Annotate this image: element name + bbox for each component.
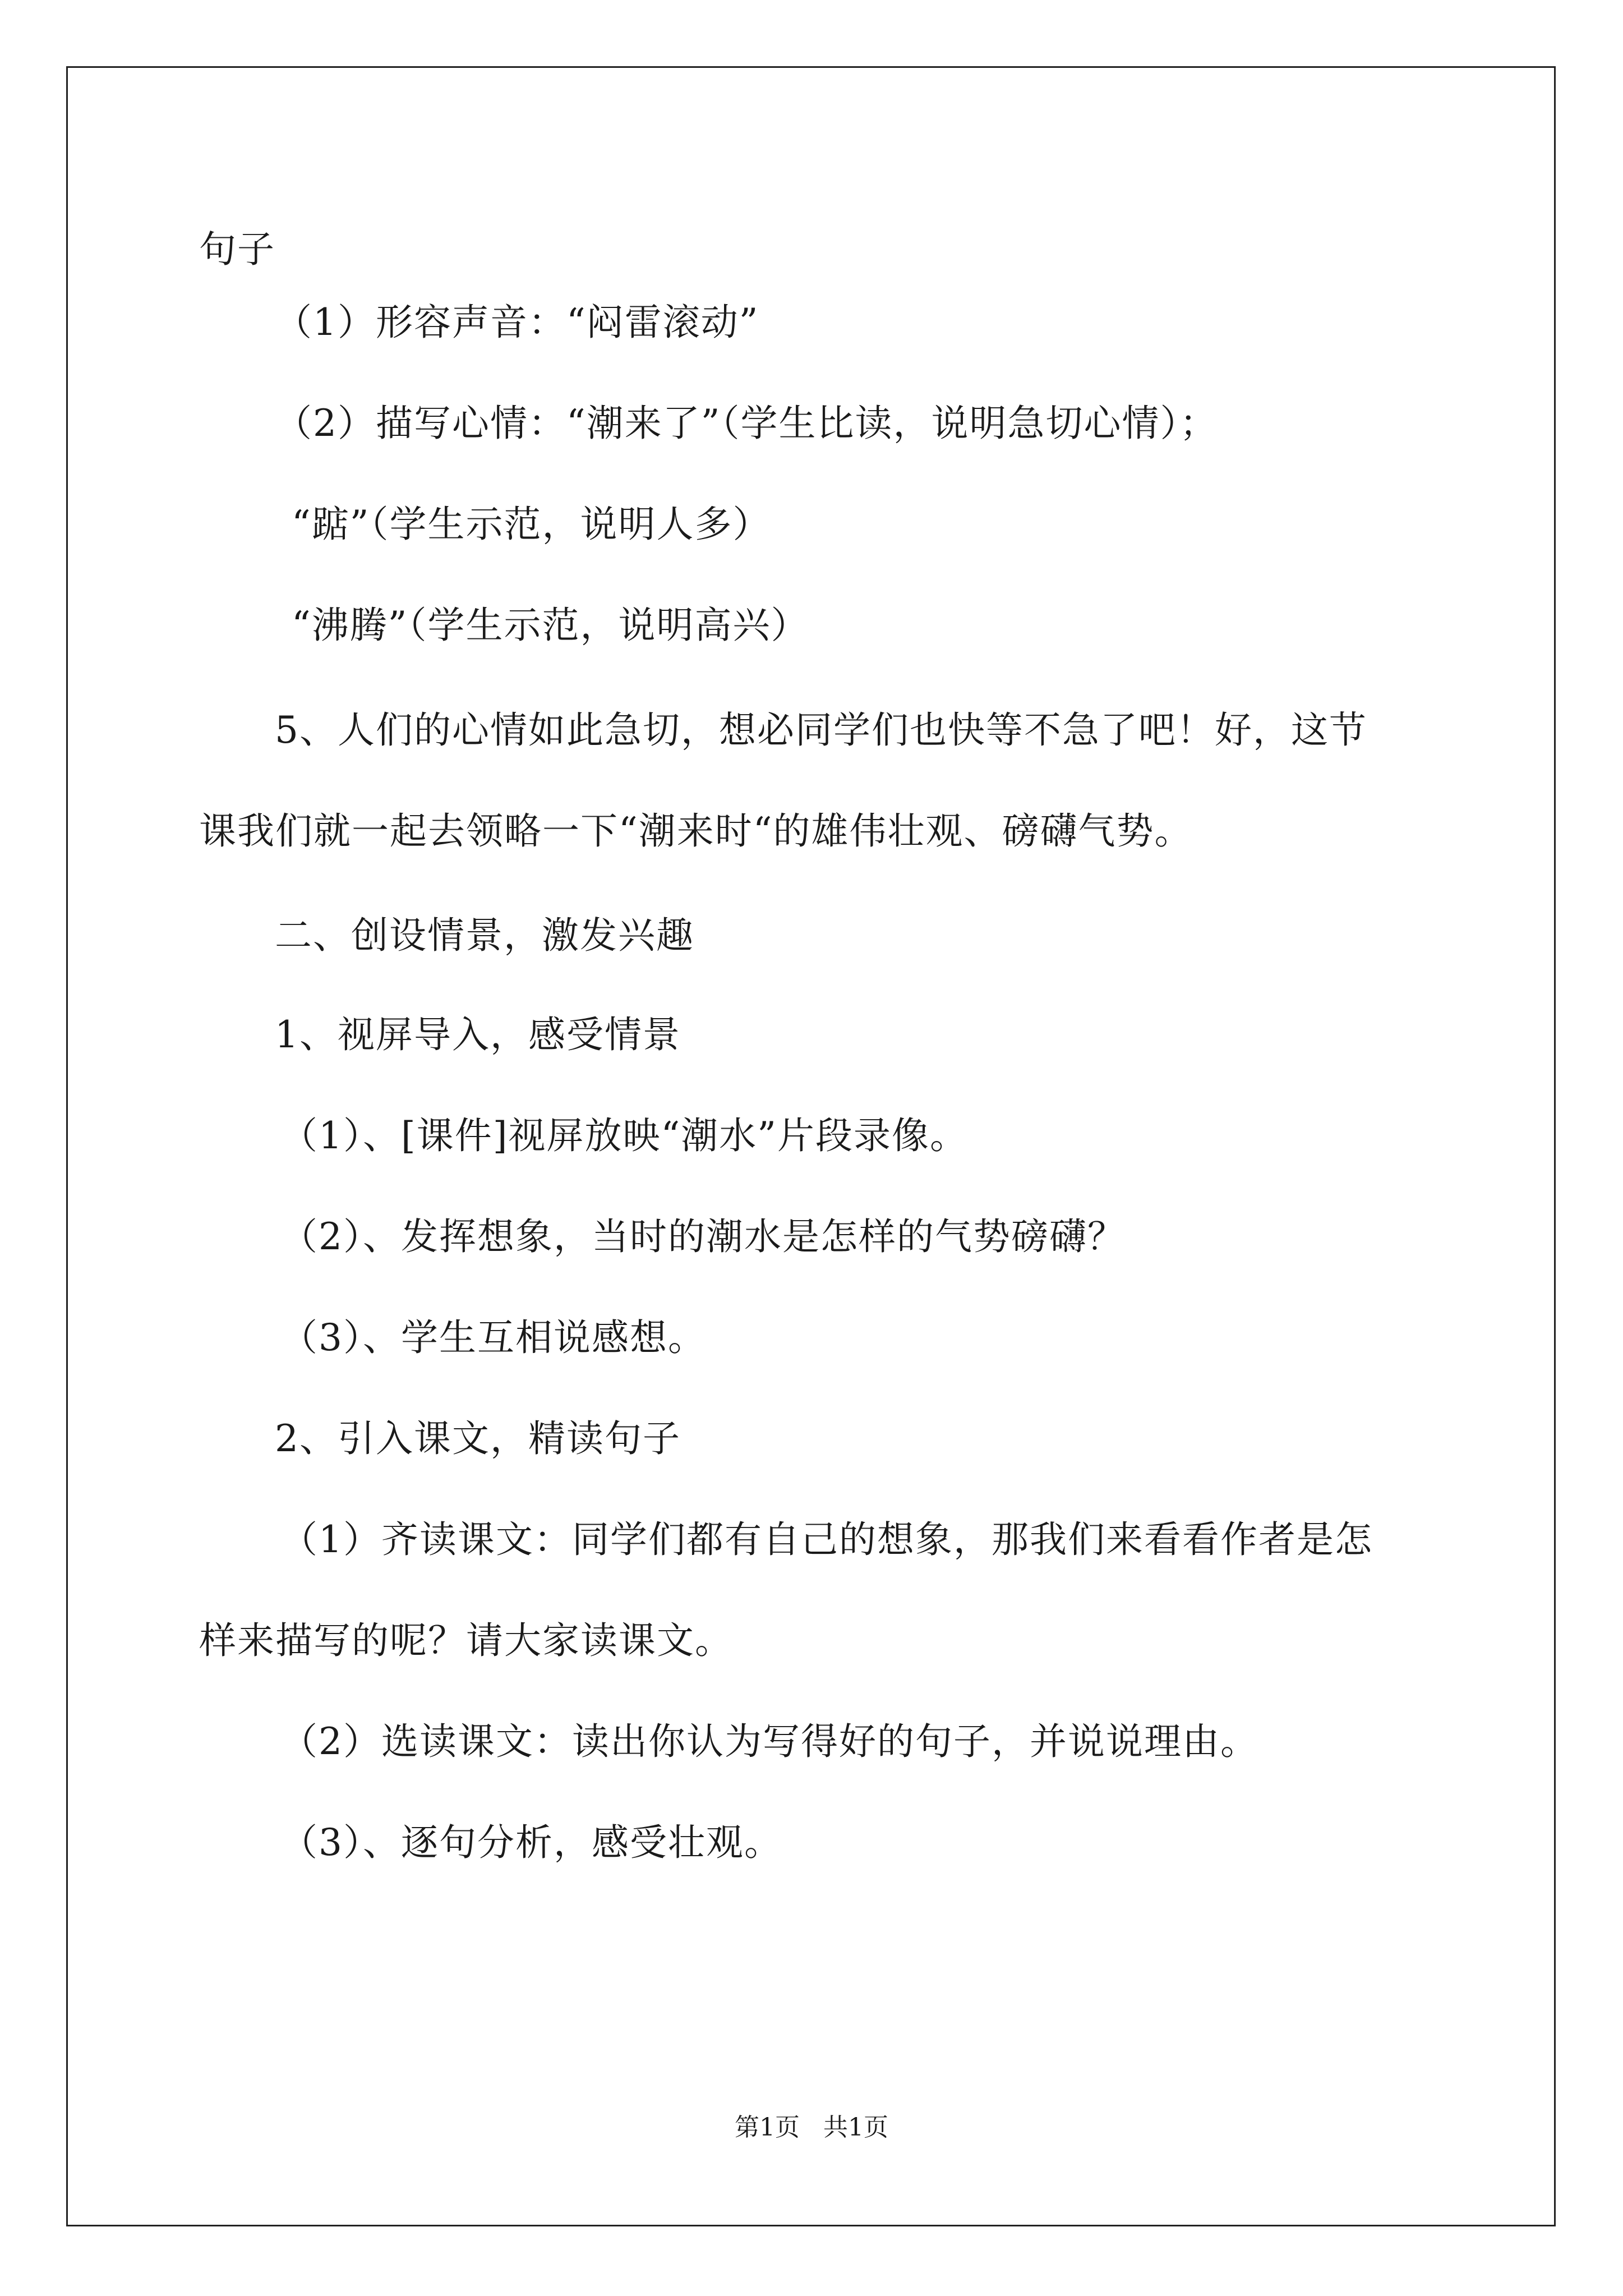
text-line: 5、人们的心情如此急切，想必同学们也快等不急了吧！好，这节 <box>275 708 1367 752</box>
text-line: （2）选读课文：读出你认为写得好的句子，并说说理由。 <box>280 1720 1258 1763</box>
subsection-heading: 1、视屏导入，感受情景 <box>275 1013 681 1056</box>
text-line: “踮”（学生示范，说明人多） <box>292 503 771 546</box>
page-number-footer: 第1页 共1页 <box>735 2113 888 2142</box>
text-line: “沸腾”（学生示范，说明高兴） <box>292 604 809 647</box>
text-line: （3）、逐句分析，感受壮观。 <box>280 1821 782 1864</box>
text-line: （2）、发挥想象，当时的潮水是怎样的气势磅礴？ <box>280 1215 1126 1258</box>
text-line: （2）描写心情：“潮来了”（学生比读，说明急切心情）； <box>275 402 1218 445</box>
section-heading: 二、创设情景，激发兴趣 <box>275 914 694 957</box>
text-line: （1）齐读课文：同学们都有自己的想象，那我们来看看作者是怎 <box>280 1518 1373 1561</box>
text-line: （1）、[课件]视屏放映“潮水”片段录像。 <box>280 1114 968 1157</box>
text-line: 课我们就一起去领略一下“潮来时“的雄伟壮观、磅礴气势。 <box>199 809 1193 853</box>
text-line: （3）、学生互相说感想。 <box>280 1316 706 1359</box>
text-line: 句子 <box>199 228 275 271</box>
text-line: 样来描写的呢？请大家读课文。 <box>199 1619 733 1662</box>
text-line: （1）形容声音：“闷雷滚动” <box>275 301 759 344</box>
subsection-heading: 2、引入课文，精读句子 <box>275 1417 681 1460</box>
